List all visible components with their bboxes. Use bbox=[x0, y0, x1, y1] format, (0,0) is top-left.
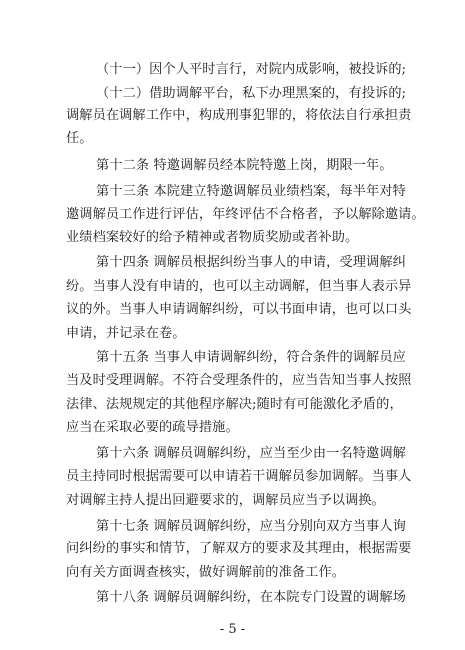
text-line: 议的外。当事人申请调解纠纷，可以书面申请，也可以口头 bbox=[66, 301, 412, 317]
text-line: （十二）借助调解平台，私下办理黑案的，有投诉的; bbox=[96, 86, 407, 102]
article-13: 第十三条 本院建立特邀调解员业绩档案，每半年对特 bbox=[96, 183, 406, 199]
text-line: 任。 bbox=[66, 130, 93, 146]
text-line: （十一）因个人平时言行，对院内成影响，被投诉的; bbox=[96, 62, 407, 77]
page-number: - 5 - bbox=[219, 622, 246, 637]
text-line: 员主持同时根据需要可以申请若干调解员参加调解。当事人 bbox=[66, 468, 412, 484]
article-15: 第十五条 当事人申请调解纠纷，符合条件的调解员应 bbox=[96, 350, 406, 366]
text-line: 应当在采取必要的疏导措施。 bbox=[66, 420, 239, 436]
article-17: 第十七条 调解员调解纠纷，应当分别向双方当事人询 bbox=[96, 518, 406, 534]
article-12: 第十二条 特邀调解员经本院特邀上岗，期限一年。 bbox=[96, 157, 393, 173]
text-line: 业绩档案较好的给予精神或者物质奖励或者补助。 bbox=[66, 230, 359, 246]
text-line: 邀调解员工作进行评估，年终评估不合格者，予以解除邀请。 bbox=[66, 206, 425, 222]
text-line: 调解员在调解工作中，构成刑事犯罪的，将依法自行承担责 bbox=[66, 108, 412, 124]
text-line: 申请，并记录在卷。 bbox=[66, 326, 186, 341]
article-18: 第十八条 调解员调解纠纷，在本院专门设置的调解场 bbox=[96, 590, 406, 605]
article-16: 第十六条 调解员调解纠纷，应当至少由一名特邀调解 bbox=[96, 446, 406, 462]
text-line: 法律、法规规定的其他程序解决;随时有可能激化矛盾的， bbox=[66, 396, 403, 412]
text-line: 当及时受理调解。不符合受理条件的，应当告知当事人按照 bbox=[66, 373, 412, 389]
text-line: 问纠纷的事实和情节，了解双方的要求及其理由，根据需要 bbox=[66, 541, 412, 557]
article-14: 第十四条 调解员根据纠纷当事人的申请，受理调解纠 bbox=[96, 255, 406, 271]
text-line: 向有关方面调查核实，做好调解前的准备工作。 bbox=[66, 564, 346, 580]
text-line: 对调解主持人提出回避要求的，调解员应当予以调换。 bbox=[66, 492, 385, 508]
text-line: 纷。当事人没有申请的，也可以主动调解，但当事人表示异 bbox=[66, 278, 412, 294]
